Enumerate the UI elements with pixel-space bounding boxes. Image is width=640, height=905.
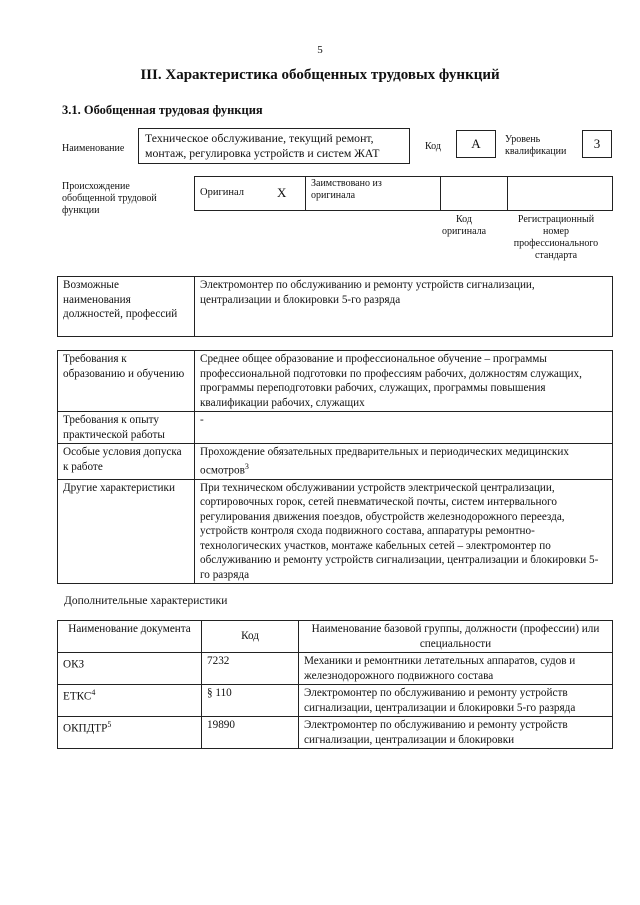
code-label: Код bbox=[425, 141, 441, 152]
code-cell: 19890 bbox=[202, 717, 299, 749]
origin-table bbox=[194, 176, 613, 211]
doc-name: ОКПДТР bbox=[63, 722, 108, 735]
original-label: Оригинал bbox=[195, 177, 273, 211]
code-cell: § 110 bbox=[202, 685, 299, 717]
level-value: 3 bbox=[582, 130, 612, 158]
code-original-cell bbox=[441, 177, 508, 211]
level-label-line2: квалификации bbox=[505, 146, 567, 157]
footnote-ref: 3 bbox=[244, 461, 249, 471]
origin-label-line2: обобщенной трудовой bbox=[62, 193, 157, 204]
reg-line3: профессионального bbox=[513, 238, 599, 249]
code-original-line1: Код bbox=[456, 214, 472, 225]
name-cell: Электромонтер по обслуживанию и ремонту устройств сигнализации, централизации и блокировки 5-го разряда bbox=[299, 685, 613, 717]
doc-name: ЕТКС bbox=[63, 690, 92, 703]
original-mark: X bbox=[272, 177, 306, 211]
table-row bbox=[58, 351, 613, 412]
reg-line2: номер bbox=[543, 226, 569, 237]
requirement-label: Требования к образованию и обучению bbox=[58, 351, 195, 412]
level-label-line1: Уровень bbox=[505, 134, 541, 145]
additional-heading: Дополнительные характеристики bbox=[64, 595, 228, 607]
name-value-line1: Техническое обслуживание, текущий ремонт, bbox=[145, 131, 374, 145]
code-value: А bbox=[456, 130, 496, 158]
borrowed-cell bbox=[306, 177, 441, 211]
code-original-line2: оригинала bbox=[441, 226, 487, 237]
level-label bbox=[505, 134, 566, 158]
col-header-document: Наименование документа bbox=[58, 621, 202, 653]
positions-label: Возможные наименования должностей, профессий bbox=[58, 277, 195, 337]
requirement-label: Требования к опыту практической работы bbox=[58, 412, 195, 444]
col-header-name: Наименование базовой группы, должности (профессии) или специальности bbox=[299, 621, 613, 653]
requirement-value: - bbox=[195, 412, 613, 444]
subsection-title: 3.1. Обобщенная трудовая функция bbox=[62, 103, 263, 117]
requirement-label: Особые условия допуска к работе bbox=[58, 444, 195, 480]
name-cell: Электромонтер по обслуживанию и ремонту устройств сигнализации, централизации и блокировки bbox=[299, 717, 613, 749]
table-row bbox=[58, 653, 613, 685]
reg-number-cell bbox=[508, 177, 613, 211]
name-cell: Механики и ремонтники летательных аппаратов, судов и железнодорожного подвижного состава bbox=[299, 653, 613, 685]
requirement-label: Другие характеристики bbox=[58, 479, 195, 584]
table-row bbox=[58, 479, 613, 584]
doc-name: ОКЗ bbox=[63, 658, 85, 671]
table-row bbox=[58, 444, 613, 480]
name-label: Наименование bbox=[62, 143, 125, 154]
positions-value: Электромонтер по обслуживанию и ремонту устройств сигнализации, централизации и блокировки 5-го разряда bbox=[195, 277, 613, 337]
origin-label bbox=[62, 181, 157, 217]
origin-label-line3: функции bbox=[62, 205, 100, 216]
code-original-caption bbox=[432, 214, 496, 238]
name-value-box bbox=[138, 128, 410, 164]
reg-line1: Регистрационный bbox=[517, 214, 595, 225]
table-row bbox=[58, 717, 613, 749]
reg-number-caption bbox=[500, 214, 612, 262]
requirements-table bbox=[57, 350, 613, 584]
doc-cell bbox=[58, 685, 202, 717]
doc-cell bbox=[58, 653, 202, 685]
requirement-value-text: Прохождение обязательных предварительных и периодических медицинских осмотров bbox=[200, 446, 569, 477]
footnote-ref: 5 bbox=[107, 720, 112, 729]
code-cell: 7232 bbox=[202, 653, 299, 685]
doc-cell bbox=[58, 717, 202, 749]
table-header-row bbox=[58, 621, 613, 653]
page-number: 5 bbox=[317, 44, 323, 56]
requirement-value bbox=[195, 444, 613, 480]
section-title: III. Характеристика обобщенных трудовых функций bbox=[140, 67, 500, 83]
col-header-code: Код bbox=[202, 621, 299, 653]
positions-table bbox=[57, 276, 613, 337]
requirement-value: Среднее общее образование и профессиональное обучение – программы профессиональной подготовки по профессиям рабочих, должностям служащих, программы переподготовки рабочих, служащих, программы повышения квалификации рабочих, служащих bbox=[195, 351, 613, 412]
borrowed-line1: Заимствовано из bbox=[311, 178, 382, 189]
table-row bbox=[58, 685, 613, 717]
reg-line4: стандарта bbox=[534, 250, 578, 261]
additional-table bbox=[57, 620, 613, 749]
requirement-value: При техническом обслуживании устройств электрической централизации, сортировочных горок, сетей пневматической почты, систем интервального регулирования движения поездов, обустройств железнодорожного переезда, устройств контроля схода подвижного состава, аппаратуры ремонтно-технологических участков, монтаже кабельных сетей – электромонтер по обслуживанию и ремонту устройств сигнализации, централизации и блокировки 5-го разряда bbox=[195, 479, 613, 584]
table-row bbox=[58, 412, 613, 444]
name-value-line2: монтаж, регулировка устройств и систем ЖАТ bbox=[145, 146, 380, 160]
borrowed-line2: оригинала bbox=[311, 190, 356, 201]
footnote-ref: 4 bbox=[91, 688, 96, 697]
origin-label-line1: Происхождение bbox=[62, 181, 130, 192]
